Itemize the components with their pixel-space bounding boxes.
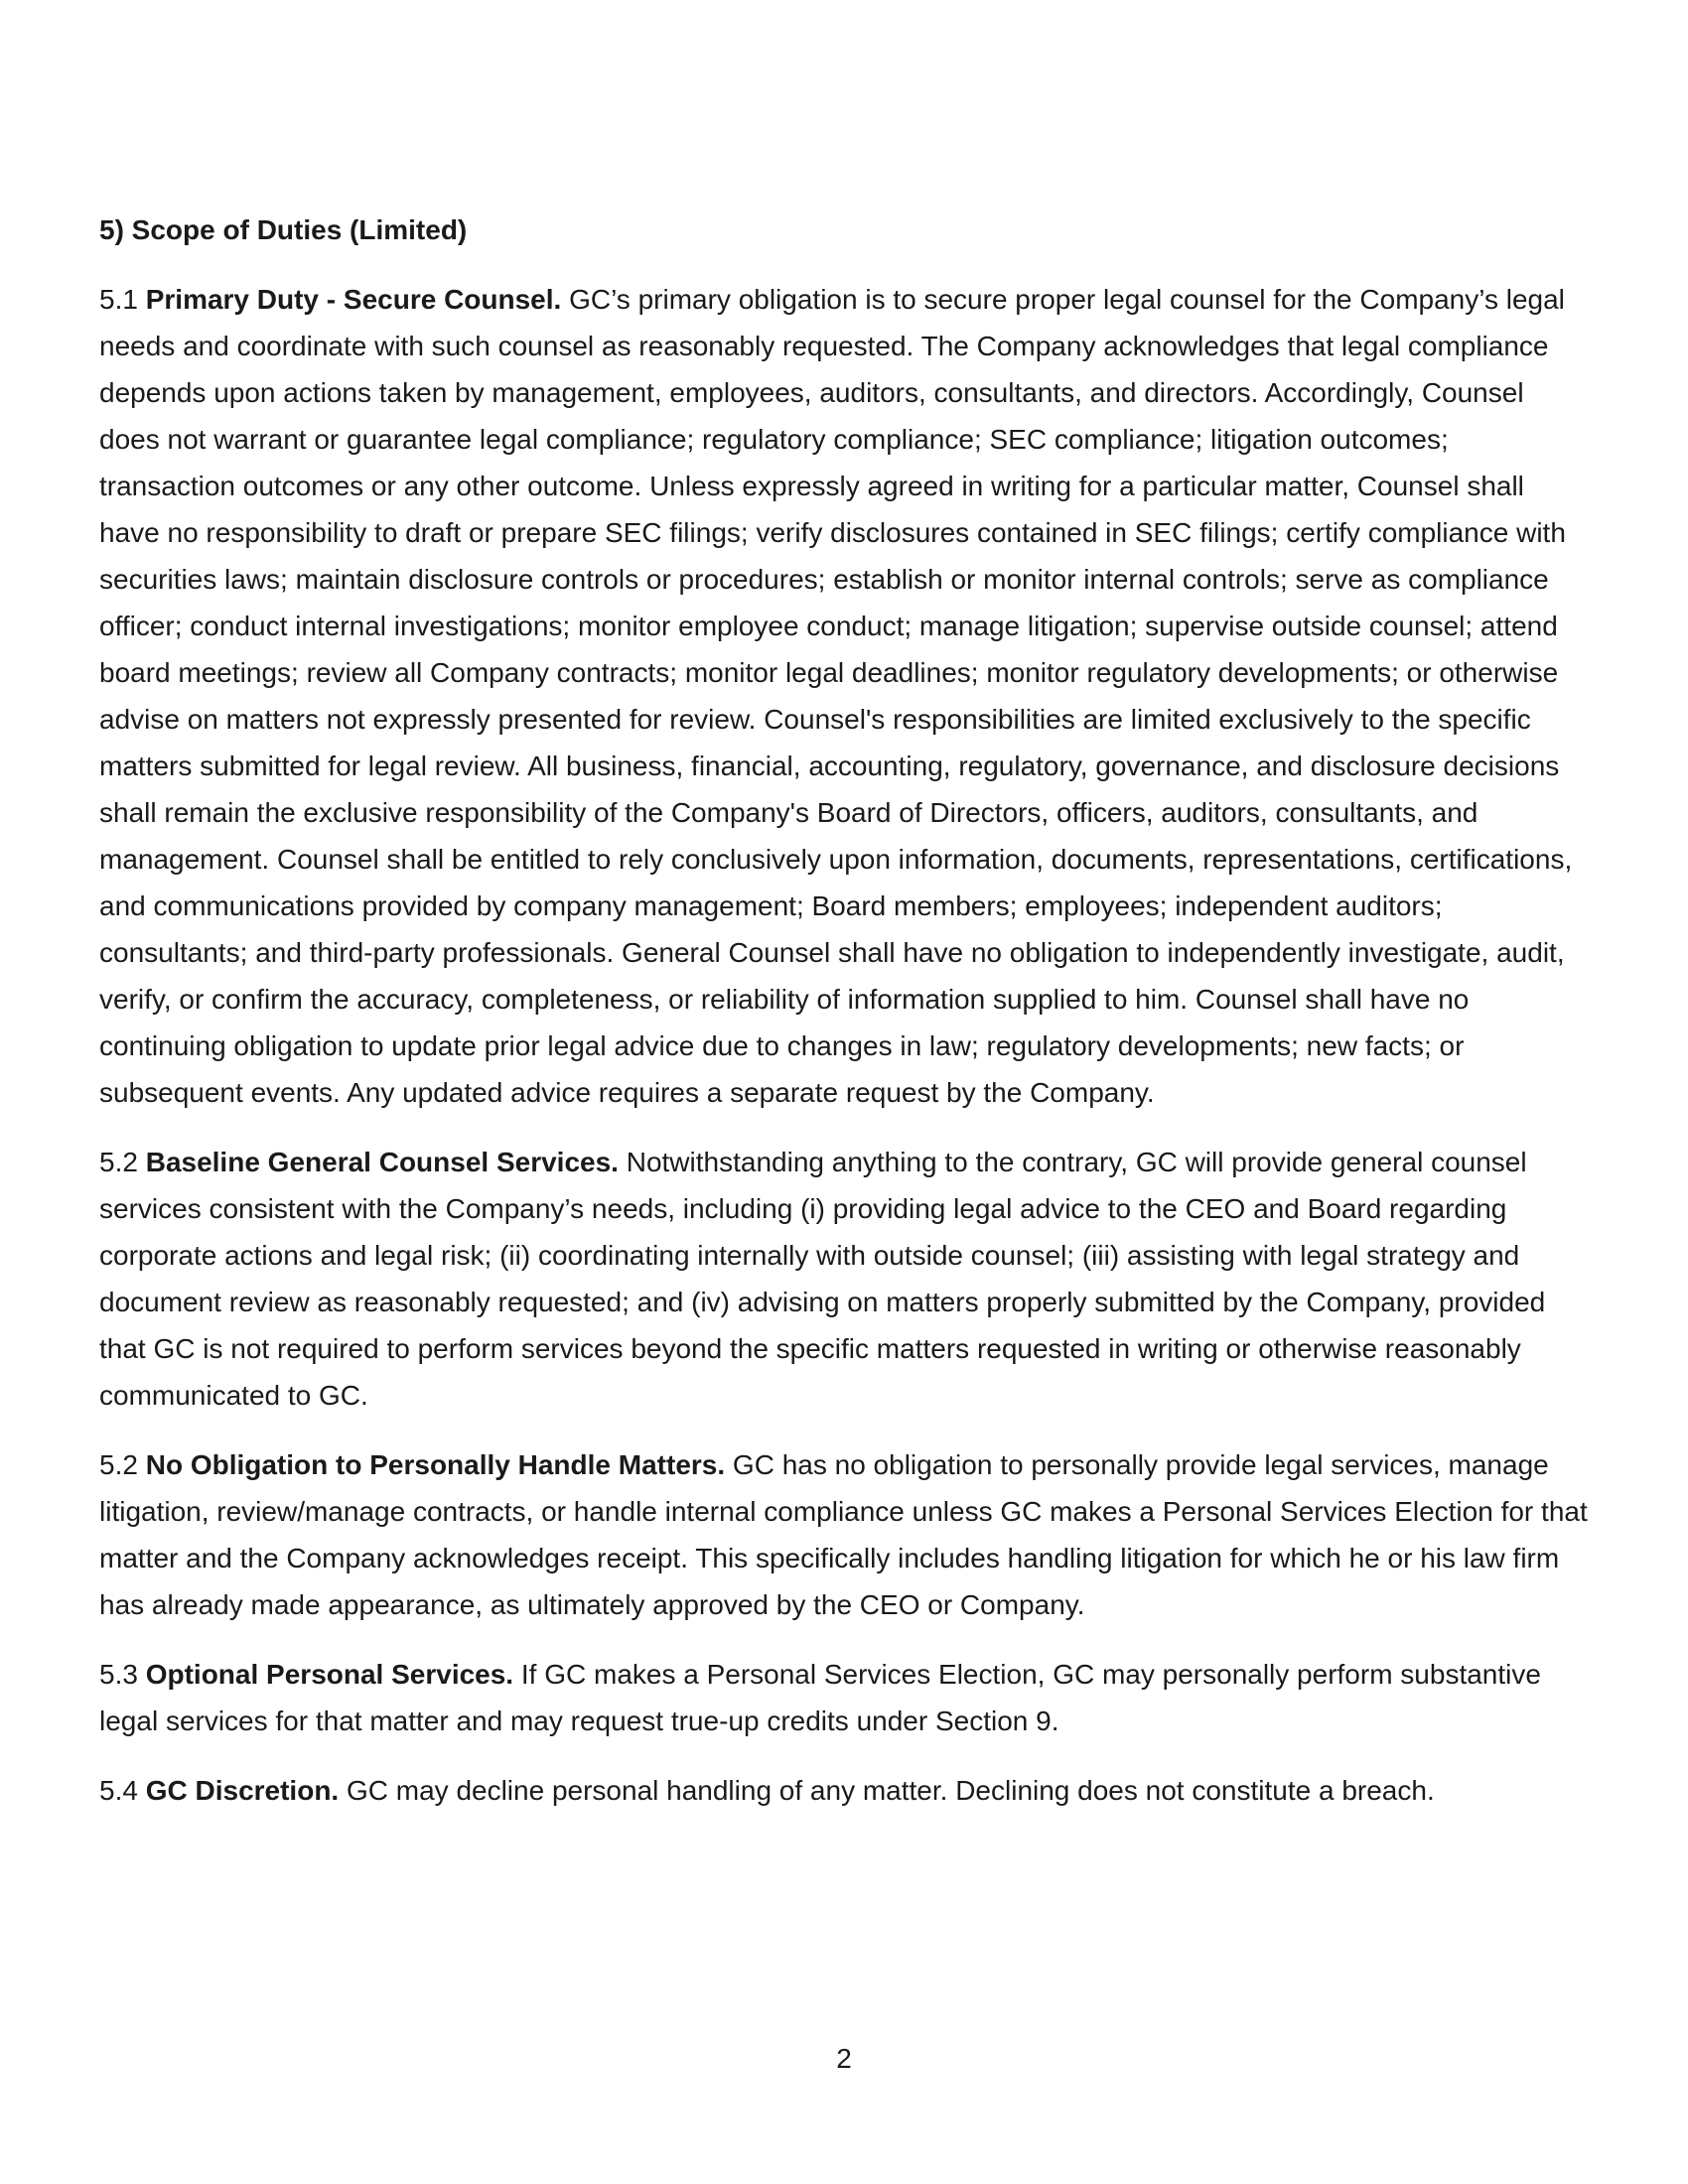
paragraph-number: 5.2 [99, 1449, 138, 1480]
paragraph-title: No Obligation to Personally Handle Matters. [145, 1449, 726, 1480]
paragraph-text: GC has no obligation to personally provide legal services, manage litigation, review/manage contracts, or handle internal compliance unless GC makes a Personal Services Election for that matter and the Company acknowledges receipt. This specifically includes handling litigation for which he or his law firm has already made appearance, as ultimately approved by the CEO or Company. [99, 1449, 1588, 1620]
paragraph-text: Notwithstanding anything to the contrary, GC will provide general counsel services consistent with the Company’s needs, including (i) providing legal advice to the CEO and Board regarding corporate actions and legal risk; (ii) coordinating internally with outside counsel; (iii) assisting with legal strategy and document review as reasonably requested; and (iv) advising on matters properly submitted by the Company, provided that GC is not required to perform services beyond the specific matters requested in writing or otherwise reasonably communicated to GC. [99, 1147, 1546, 1411]
paragraph-5-4 [99, 1767, 1589, 1814]
paragraph-title: Optional Personal Services. [145, 1659, 514, 1690]
paragraph-title: Baseline General Counsel Services. [145, 1147, 619, 1177]
paragraph-5-1 [99, 276, 1589, 1116]
section-heading: 5) Scope of Duties (Limited) [99, 214, 468, 245]
paragraph-number: 5.4 [99, 1775, 138, 1806]
page-number: 2 [836, 2043, 852, 2074]
paragraph-title: GC Discretion. [145, 1775, 340, 1806]
paragraph-5-2-no-obligation [99, 1441, 1589, 1628]
paragraph-title: Primary Duty - Secure Counsel. [145, 284, 562, 315]
paragraph-text: If GC makes a Personal Services Election, GC may personally perform substantive legal services for that matter and may request true-up credits under Section 9. [99, 1659, 1541, 1736]
paragraph-5-2-baseline [99, 1139, 1589, 1419]
paragraph-5-3 [99, 1651, 1589, 1744]
paragraph-number: 5.3 [99, 1659, 138, 1690]
paragraph-number: 5.1 [99, 284, 138, 315]
paragraph-number: 5.2 [99, 1147, 138, 1177]
paragraph-text: GC may decline personal handling of any matter. Declining does not constitute a breach. [346, 1775, 1435, 1806]
paragraph-text: GC’s primary obligation is to secure proper legal counsel for the Company’s legal needs and coordinate with such counsel as reasonably requested. The Company acknowledges that legal compliance depends upon actions taken by management, employees, auditors, consultants, and directors. Accordingly, Counsel does not warrant or guarantee legal compliance; regulatory compliance; SEC compliance; litigation outcomes; transaction outcomes or any other outcome. Unless expressly agreed in writing for a particular matter, Counsel shall have no responsibility to draft or prepare SEC filings; verify disclosures contained in SEC filings; certify compliance with securities laws; maintain disclosure controls or procedures; establish or monitor internal controls; serve as compliance officer; conduct internal investigations; monitor employee conduct; manage litigation; supervise outside counsel; attend board meetings; review all Company contracts; monitor legal deadlines; monitor regulatory developments; or otherwise advise on matters not expressly presented for review. Counsel's responsibilities are limited exclusively to the specific matters submitted for legal review. All business, financial, accounting, regulatory, governance, and disclosure decisions shall remain the exclusive responsibility of the Company's Board of Directors, officers, auditors, consultants, and management. Counsel shall be entitled to rely conclusively upon information, documents, representations, certifications, and communications provided by company management; Board members; employees; independent auditors; consultants; and third-party professionals. General Counsel shall have no obligation to independently investigate, audit, verify, or confirm the accuracy, completeness, or reliability of information supplied to him. Counsel shall have no continuing obligation to update prior legal advice due to changes in law; regulatory developments; new facts; or subsequent events. Any updated advice requires a separate request by the Company. [99, 284, 1573, 1108]
document-page [99, 206, 1589, 1837]
